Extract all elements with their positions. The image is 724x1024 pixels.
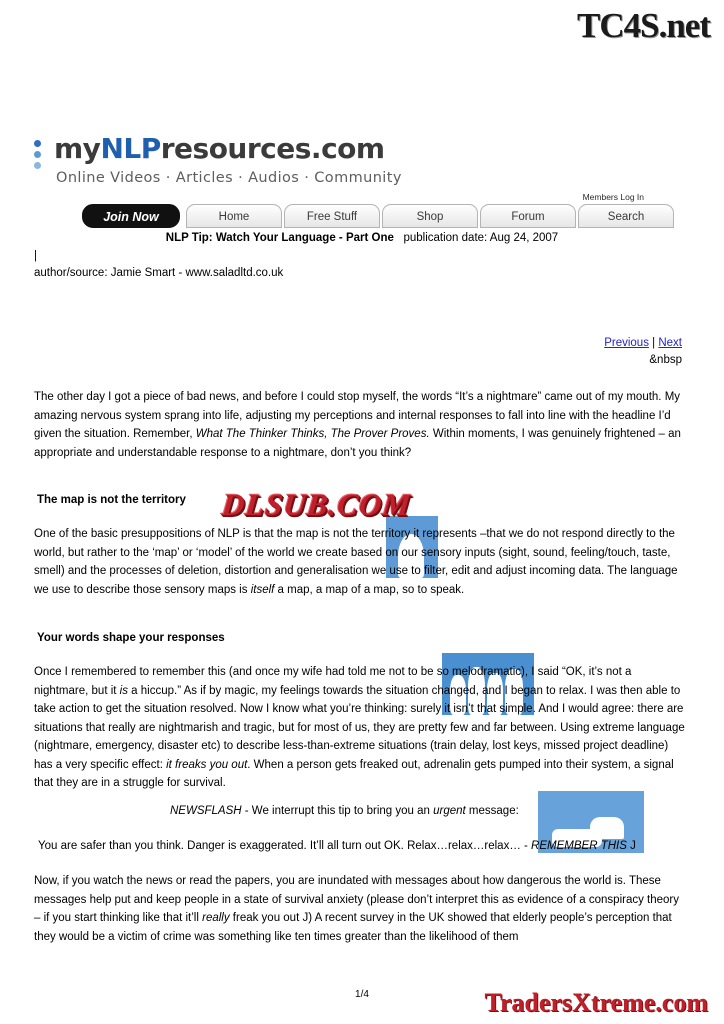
safety-part-b: J bbox=[626, 840, 636, 852]
newsflash-label: NEWSFLASH bbox=[170, 805, 242, 817]
logo-highlight: NLP bbox=[100, 132, 161, 165]
logo-pre: my bbox=[54, 132, 101, 165]
newsflash-part-b: message: bbox=[465, 805, 519, 817]
page-number: 1/4 bbox=[355, 989, 369, 1000]
paragraph-3-italic-2: it freaks you out bbox=[166, 758, 248, 771]
top-watermark: TC4S.net bbox=[577, 6, 710, 45]
logo-dots-icon bbox=[34, 140, 50, 174]
members-login-link[interactable]: Members Log In bbox=[582, 192, 644, 202]
nav-join-now-button[interactable]: Join Now bbox=[82, 204, 180, 228]
article-title-row bbox=[34, 232, 690, 244]
section-heading-map: The map is not the territory bbox=[37, 494, 186, 506]
newsflash-line bbox=[170, 802, 670, 821]
pager-separator: | bbox=[648, 337, 659, 349]
paragraph-3 bbox=[34, 663, 686, 793]
safety-italic: REMEMBER THIS bbox=[531, 840, 627, 852]
site-navbar bbox=[56, 204, 644, 230]
paragraph-1-part-b: Within moments, I was genuinely frightened – an appropriate and understandable response to a nightmare, don’t you think? bbox=[34, 428, 681, 459]
paragraph-3-part-c: . When a person gets freaked out, adrenalin gets pumped into their system, a signal that they are in a struggle for survival. bbox=[34, 758, 674, 789]
nav-tab-free-stuff[interactable]: Free Stuff bbox=[284, 204, 380, 228]
paragraph-3-part-b: a hiccup.” As if by magic, my feelings towards the situation changed, and I began to relax. I was then able to take action to get the situation resolved. Now I know what you’re thinking: surely it isn’t that simple. And I would agree: there are situations that really are nightmarish and tragic, but for most of us, they are pretty few and far between. Using extreme language (nightmare, emergency, disaster etc) to describe less-than-extreme situations (train delay, lost keys, missed project deadline) has a very specific effect: bbox=[34, 684, 685, 771]
paragraph-2 bbox=[34, 525, 686, 599]
safety-message-line bbox=[38, 837, 686, 856]
article-pager bbox=[604, 337, 682, 349]
paragraph-4-part-b: freak you out J) A recent survey in the UK showed that elderly people’s perception that they would be a victim of crime was something like ten times greater than the likelihood of them bbox=[34, 912, 672, 943]
site-banner bbox=[34, 128, 644, 238]
paragraph-1-italic: What The Thinker Thinks, The Prover Proves. bbox=[195, 428, 430, 440]
paragraph-4 bbox=[34, 872, 686, 946]
paragraph-1 bbox=[34, 388, 686, 462]
paragraph-2-italic: itself bbox=[250, 583, 275, 596]
publication-date: publication date: Aug 24, 2007 bbox=[403, 232, 559, 244]
paragraph-2-part-a: One of the basic presuppositions of NLP is that the map is not the territory it represents –that we do not respond directly to the world, but rather to the ‘map’ or ‘model’ of the world we create based on our sensory inputs (sight, sound, feeling/touch, taste, smell) and the processes of deletion, distortion and generalisation we use to filter, edit and adjust incoming data. The language we use to describe those sensory maps is bbox=[34, 528, 678, 596]
logo-post: resources.com bbox=[160, 132, 385, 165]
logo-text bbox=[54, 132, 385, 165]
paragraph-3-part-a: Once I remembered to remember this (and once my wife had told me not to be so melodramatic), I said “OK, it’s not a nightmare, but it bbox=[34, 666, 632, 697]
nav-tab-search[interactable]: Search bbox=[578, 204, 674, 228]
nbsp-line: &nbsp bbox=[649, 354, 682, 366]
nav-tab-shop[interactable]: Shop bbox=[382, 204, 478, 228]
bottom-watermark: TradersXtreme.com bbox=[484, 988, 708, 1017]
logo-tagline: Online Videos · Articles · Audios · Community bbox=[56, 170, 402, 186]
paragraph-3-italic-1: is bbox=[119, 684, 128, 697]
nav-tab-home[interactable]: Home bbox=[186, 204, 282, 228]
section-heading-words: Your words shape your responses bbox=[37, 632, 225, 644]
banner-photo-strip bbox=[386, 128, 644, 202]
next-link[interactable]: Next bbox=[658, 337, 682, 349]
pipe-line: | bbox=[34, 250, 37, 262]
paragraph-2-part-b: a map, a map of a map, so to speak. bbox=[274, 583, 465, 596]
nav-tab-forum[interactable]: Forum bbox=[480, 204, 576, 228]
paragraph-1-part-a: The other day I got a piece of bad news, and before I could stop myself, the words “It’s a nightmare” came out of my mouth. My amazing nervous system sprang into life, adjusting my perceptions and internal responses to fall into line with the headline I’d given the situation. Remember, bbox=[34, 391, 681, 440]
article-title: NLP Tip: Watch Your Language - Part One bbox=[165, 232, 394, 244]
paragraph-4-italic: really bbox=[202, 912, 230, 924]
previous-link[interactable]: Previous bbox=[604, 337, 649, 349]
center-watermark: DLSUB.COM bbox=[220, 487, 413, 522]
newsflash-italic: urgent bbox=[433, 805, 466, 817]
author-source-line: author/source: Jamie Smart - www.saladltd.co.uk bbox=[34, 267, 284, 279]
paragraph-4-part-a: Now, if you watch the news or read the papers, you are inundated with messages about how dangerous the world is. These messages help put and keep people in a state of survival anxiety (please don’t interpret this as evidence of a conspiracy theory – if you start thinking like that it’ll bbox=[34, 875, 680, 924]
newsflash-part-a: - We interrupt this tip to bring you an bbox=[241, 805, 434, 817]
safety-part-a: You are safer than you think. Danger is exaggerated. It’ll all turn out OK. Relax…relax…relax… - bbox=[38, 840, 532, 852]
